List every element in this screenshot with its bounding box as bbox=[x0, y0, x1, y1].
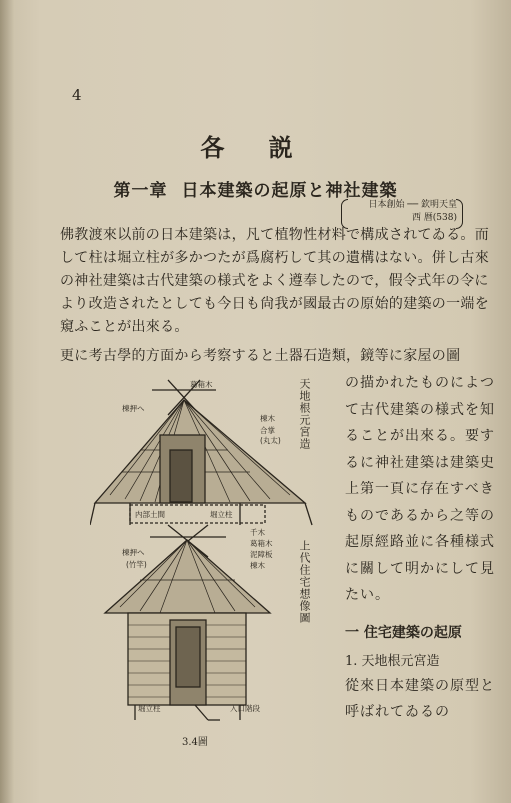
side-text: の描かれたものによつて古代建築の様式を知ることが出來る。要するに神社建築は建築史上第一頁に存在すべきものであるから之等の起原經路並に各種様式に關して明かにして見たい。 bbox=[345, 375, 495, 603]
lower-label-koshi: (竹竿) bbox=[126, 560, 147, 569]
period-note-line1: 日本創始 ── 欽明天皇 bbox=[368, 200, 457, 210]
upper-label-katsuogi: 葛箱木 bbox=[190, 380, 213, 389]
upper-label-maruta: (丸太) bbox=[260, 436, 281, 445]
upper-label-munaoshi: 棟押へ bbox=[122, 404, 145, 413]
page-fold-shadow bbox=[0, 0, 14, 803]
figure-label-bottom: 上代住宅想像圖 bbox=[298, 540, 311, 624]
paragraph-2: 更に考古學的方面から考察すると土器石造類，鏡等に家屋の圖 bbox=[60, 348, 461, 364]
chapter-heading bbox=[0, 176, 511, 201]
page-number: 4 bbox=[72, 86, 82, 104]
figure-caption: 3.4圖 bbox=[182, 737, 208, 748]
chapter-title: 日本建築の起原と神社建築 bbox=[181, 181, 398, 201]
side-text-2: 從來日本建築の原型と呼ばれてゐるの bbox=[345, 678, 495, 720]
period-note bbox=[345, 199, 457, 227]
chapter-number: 第一章 bbox=[113, 181, 168, 201]
figure-label-top: 天地根元宮造 bbox=[298, 378, 311, 450]
upper-label-sasu: 合掌 bbox=[260, 426, 275, 435]
upper-label-munagi: 棟木 bbox=[260, 414, 275, 423]
lower-label-iriguchi: 入口階段 bbox=[230, 704, 260, 713]
upper-hut-drawing bbox=[90, 380, 312, 525]
lower-label-horitate: 堀立柱 bbox=[138, 704, 161, 713]
lower-label-munaoshi: 棟押へ bbox=[122, 548, 145, 557]
lower-label-moya: 泥障板 bbox=[250, 550, 273, 559]
upper-label-horitate: 堀立柱 bbox=[210, 510, 233, 519]
paragraph-1: 佛教渡來以前の日本建築は，凡て植物性材料で構成されてゐる。而して柱は堀立柱が多かつたが爲腐朽して其の遺構はない。併し古來の神社建築は古代建築の様式をよく遵奉したので，假令式年の令により改造されたとしても今日も尙我が國最古の原始的建築の一端を窺ふことが出來る。 bbox=[60, 227, 489, 335]
lower-label-munagi: 棟木 bbox=[250, 561, 265, 570]
upper-label-naibu: 内部土間 bbox=[135, 510, 165, 519]
lower-label-chigi: 千木 bbox=[250, 528, 265, 537]
subsection-title: 1. 天地根元宮造 bbox=[345, 654, 440, 669]
period-note-line2: 西 暦(538) bbox=[411, 213, 457, 223]
figure-illustration bbox=[90, 375, 340, 730]
page-heading: 各 説 bbox=[200, 133, 311, 162]
section-title: 一 住宅建築の起原 bbox=[345, 625, 462, 641]
lower-label-katsuogi: 葛箱木 bbox=[250, 539, 273, 548]
